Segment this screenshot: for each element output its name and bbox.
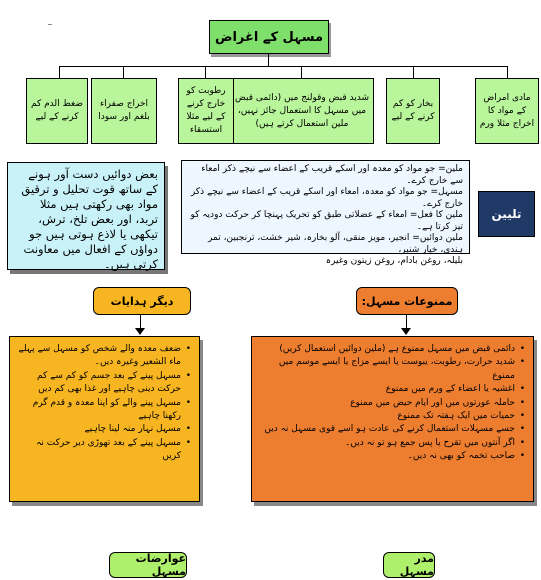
talyeen-line-1: ملین= جو مواد کو معدہ اور اسکے قریب کے اعضاء سے نیچے ذکر امعاء سے خارج کرے۔ — [201, 164, 463, 186]
list-item: • دائمی قبض میں مسہل ممنوع ہے (ملین دوائیں استعمال کریں) — [258, 343, 525, 356]
list-item: • اگر آنتوں میں تقرح یا پس جمع ہو تو نہ دیں۔ — [258, 437, 525, 450]
title-connector — [268, 54, 269, 66]
talyeen-tag — [478, 191, 535, 237]
branch-text: شدید قبض وقولنج میں (دائمی قبض میں مسہل کا استعمال جائز نہیں، ملین استعمال کرتے ہیں) — [234, 92, 370, 129]
branch-drop-5 — [123, 66, 124, 78]
branch-rutubat — [178, 78, 234, 144]
mamnuat-title-scroll — [356, 287, 458, 315]
talyeen-definitions — [181, 160, 470, 266]
branch-qabz — [230, 78, 374, 144]
branch-bukhar — [386, 78, 440, 144]
branch-drop-1 — [507, 66, 508, 78]
list-item: • مسہل نہار منہ لینا چاہیے — [16, 423, 191, 436]
deegar-title-scroll — [93, 287, 191, 315]
list-item: • مسہل پینے کے بعد تھوڑی دیر حرکت نہ کریں — [16, 437, 191, 464]
madd-mushil-scroll — [383, 552, 435, 578]
list-item: • حاملہ عورتوں میں اور ایام حیض میں ممنوع — [258, 397, 525, 410]
branch-drop-4 — [205, 66, 206, 78]
list-item: • ضعف معدہ والے شخص کو مسہل سے پہلے ماء الشعیر وغیرہ دیں۔ — [16, 343, 191, 370]
main-title: مسہل کے اغراض — [214, 29, 324, 45]
branch-bar — [59, 66, 508, 67]
branch-text: مادی امراض کے مواد کا اخراج مثلا ورم — [479, 92, 535, 129]
deegar-title: دیگر ہدایات — [110, 294, 174, 308]
deegar-list-box — [9, 336, 200, 502]
branch-ikhraj-safra — [91, 78, 157, 144]
talyeen-line-4: ملین دوائیں= انجیر، مویز منقی، آلو بخارہ، شیر خشت، ترنجبین، تمر ہندی، خیار شنبر، — [208, 233, 463, 255]
mamnuat-title: ممنوعات مسہل: — [361, 294, 453, 308]
mamnuat-arrow-icon — [401, 328, 411, 335]
branch-text: اخراج صفراء بلغم اور سودا — [98, 99, 150, 122]
branch-text: رطوبت کو خارج کرنے کے لیے مثلا استسقاء — [186, 86, 226, 135]
list-item: • صاحب تخمہ کو بھی نہ دیں۔ — [258, 450, 525, 463]
list-item: • اغشیہ یا اعضاء کے ورم میں ممنوع — [258, 383, 525, 396]
list-item: • مسہل پینے کے بعد جسم کو کم سے کم حرکت دینی چاہیے اور غذا بھی کم دیں — [16, 370, 191, 397]
branch-madi-amraz — [475, 78, 539, 144]
awarizat-mushil-scroll — [109, 552, 187, 578]
branch-text: بخار کو کم کرنے کے لیے — [391, 99, 435, 122]
branch-drop-6 — [59, 66, 60, 78]
awarizat-mushil-title: عوارضات مسہل — [135, 552, 186, 578]
talyeen-line-3: ملین کا فعل= امعاء کے عضلاتی طبق کو تحریک پہنچا کر حرکت دودیہ کو تیز کرتا ہے۔ — [190, 210, 463, 232]
list-item: • شدید حرارت، رطوبت، یبوست یا ایسے مزاج یا ایسے موسم میں ممنوع — [258, 356, 525, 383]
list-item: • جسے مسہلات استعمال کرنے کی عادت ہو اسے قوی مسہل نہ دیں — [258, 423, 525, 436]
list-item: • حمیات میں ایک ہفتہ تک ممنوع — [258, 410, 525, 423]
talyeen-label: تلیین — [491, 207, 522, 221]
note-box — [7, 162, 165, 270]
list-item: • مسہل پینے والے کو اپنا معدہ و قدم گرم رکھنا چاہیے — [16, 397, 191, 424]
deegar-list — [16, 343, 191, 464]
corner-mark — [48, 24, 52, 25]
branch-text: ضغط الدم کم کرنے کے لیے — [30, 99, 84, 122]
mamnuat-list — [258, 343, 525, 464]
branch-zaght-ud-dam — [26, 78, 88, 144]
madd-mushil-title: مدر مسہل — [399, 552, 434, 578]
deegar-arrow-icon — [135, 328, 145, 335]
talyeen-line-2: مسہل= جو مواد کو معدہ، امعاء اور اسکے قریب کے اعضاء سے نیچے ذکر خارج کرے۔ — [190, 187, 463, 209]
branch-drop-3 — [301, 66, 302, 78]
note-text: بعض دوائیں دست آور ہونے کے ساتھ قوت تحلیل و ترقیق مواد بھی رکھتی ہیں مثلا تربد، اور بعض تلخ، ترش، تیکھی یا لاذع ہوتی ہیں جو دواؤں کے افعال میں معاونت کرتی ہیں۔ — [21, 167, 158, 271]
branch-drop-2 — [413, 66, 414, 78]
talyeen-line-5: بلیلہ، روغن بادام، روغن زیتون وغیرہ — [325, 256, 463, 266]
main-title-box — [209, 20, 329, 54]
mamnuat-list-box — [251, 336, 534, 502]
